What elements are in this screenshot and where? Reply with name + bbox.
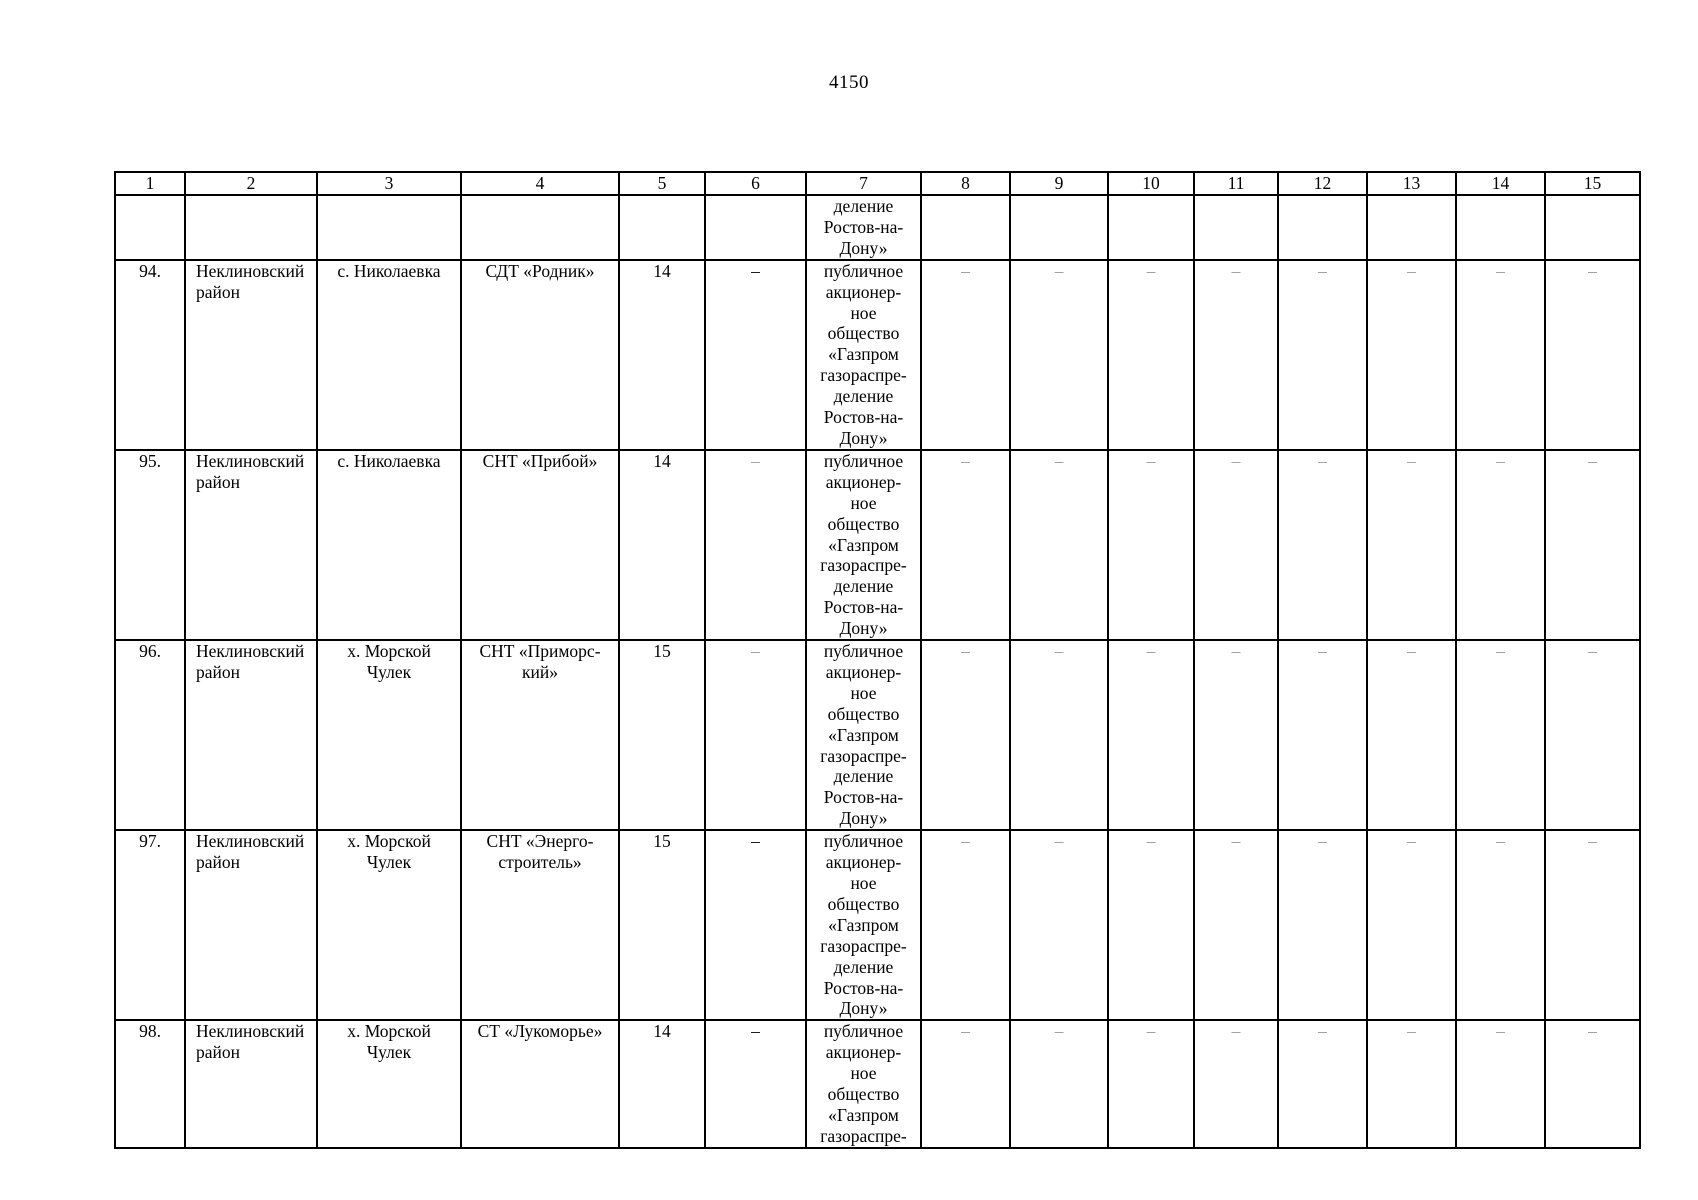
settlement-cell: х. Морской Чулек — [317, 830, 461, 1020]
dash-cell: – — [1010, 830, 1108, 1020]
dash-cell: – — [1545, 830, 1640, 1020]
table-row — [115, 260, 1640, 450]
settlement-cell: с. Николаевка — [317, 450, 461, 640]
table-cell — [1367, 195, 1456, 260]
dash-cell: – — [1456, 830, 1545, 1020]
district-cell: Неклиновский район — [185, 640, 317, 830]
col5-cell: 14 — [619, 1020, 705, 1147]
table-row — [115, 830, 1640, 1020]
col5-cell: 15 — [619, 640, 705, 830]
dash-cell: – — [1456, 1020, 1545, 1147]
header-cell: 2 — [185, 172, 317, 195]
dash-cell: – — [921, 1020, 1010, 1147]
header-cell: 1 — [115, 172, 185, 195]
dash-cell: – — [1010, 260, 1108, 450]
header-cell: 13 — [1367, 172, 1456, 195]
dash-cell: – — [1545, 1020, 1640, 1147]
header-cell: 6 — [705, 172, 806, 195]
dash-cell: – — [921, 830, 1010, 1020]
dash-cell: – — [1545, 640, 1640, 830]
dash-cell: – — [921, 450, 1010, 640]
dash-cell: – — [921, 640, 1010, 830]
table-cell — [461, 195, 619, 260]
header-cell: 4 — [461, 172, 619, 195]
header-cell: 9 — [1010, 172, 1108, 195]
dash-cell: – — [1367, 450, 1456, 640]
object-cell: СНТ «Прибой» — [461, 450, 619, 640]
table-cell — [1010, 195, 1108, 260]
data-table — [114, 171, 1641, 1149]
page-number: 4150 — [829, 72, 869, 93]
table-cell — [921, 195, 1010, 260]
table-cell — [705, 195, 806, 260]
dash-cell: – — [1456, 450, 1545, 640]
table-cell — [317, 195, 461, 260]
dash-cell: – — [1108, 640, 1194, 830]
district-cell: Неклиновский район — [185, 1020, 317, 1147]
table-cell — [1545, 195, 1640, 260]
object-cell: СНТ «Энерго- строитель» — [461, 830, 619, 1020]
operator-cell: публичное акционер- ное общество «Газпром газораспре- деление Ростов-на- Дону» — [806, 830, 921, 1020]
dash-cell: – — [1194, 450, 1278, 640]
header-cell: 11 — [1194, 172, 1278, 195]
dash-cell: – — [1108, 1020, 1194, 1147]
operator-cell: публичное акционер- ное общество «Газпром газораспре- — [806, 1020, 921, 1147]
dash-cell: – — [1010, 450, 1108, 640]
dash-cell: – — [1194, 830, 1278, 1020]
dash-cell: – — [1367, 640, 1456, 830]
settlement-cell: х. Морской Чулек — [317, 1020, 461, 1147]
col6-cell: – — [705, 830, 806, 1020]
dash-cell: – — [1456, 640, 1545, 830]
dash-cell: – — [921, 260, 1010, 450]
dash-cell: – — [1278, 830, 1367, 1020]
object-cell: СНТ «Приморс- кий» — [461, 640, 619, 830]
col6-cell: – — [705, 450, 806, 640]
col6-cell: – — [705, 260, 806, 450]
dash-cell: – — [1010, 640, 1108, 830]
header-cell: 3 — [317, 172, 461, 195]
table-cell — [1456, 195, 1545, 260]
col5-cell: 14 — [619, 450, 705, 640]
row-number-cell: 97. — [115, 830, 185, 1020]
dash-cell: – — [1278, 450, 1367, 640]
dash-cell: – — [1545, 260, 1640, 450]
header-cell: 12 — [1278, 172, 1367, 195]
row-number-cell: 98. — [115, 1020, 185, 1147]
col6-cell: – — [705, 640, 806, 830]
dash-cell: – — [1010, 1020, 1108, 1147]
dash-cell: – — [1367, 830, 1456, 1020]
header-cell: 14 — [1456, 172, 1545, 195]
row-number-cell: 94. — [115, 260, 185, 450]
dash-cell: – — [1194, 640, 1278, 830]
dash-cell: – — [1194, 1020, 1278, 1147]
table-cell — [1278, 195, 1367, 260]
row-number-cell: 95. — [115, 450, 185, 640]
dash-cell: – — [1278, 260, 1367, 450]
dash-cell: – — [1194, 260, 1278, 450]
district-cell: Неклиновский район — [185, 260, 317, 450]
object-cell: СДТ «Родник» — [461, 260, 619, 450]
district-cell: Неклиновский район — [185, 450, 317, 640]
table-row — [115, 1020, 1640, 1147]
table-cell — [115, 195, 185, 260]
operator-cell: публичное акционер- ное общество «Газпром газораспре- деление Ростов-на- Дону» — [806, 640, 921, 830]
dash-cell: – — [1108, 450, 1194, 640]
dash-cell: – — [1545, 450, 1640, 640]
operator-cell: деление Ростов-на- Дону» — [806, 195, 921, 260]
header-cell: 8 — [921, 172, 1010, 195]
table-row — [115, 450, 1640, 640]
header-row — [115, 172, 1640, 195]
dash-cell: – — [1108, 260, 1194, 450]
col5-cell: 15 — [619, 830, 705, 1020]
header-cell: 7 — [806, 172, 921, 195]
table-cell — [185, 195, 317, 260]
operator-cell: публичное акционер- ное общество «Газпром газораспре- деление Ростов-на- Дону» — [806, 260, 921, 450]
continued-row — [115, 195, 1640, 260]
header-cell: 5 — [619, 172, 705, 195]
dash-cell: – — [1367, 1020, 1456, 1147]
col5-cell: 14 — [619, 260, 705, 450]
dash-cell: – — [1108, 830, 1194, 1020]
table-cell — [619, 195, 705, 260]
settlement-cell: х. Морской Чулек — [317, 640, 461, 830]
dash-cell: – — [1278, 640, 1367, 830]
row-number-cell: 96. — [115, 640, 185, 830]
object-cell: СТ «Лукоморье» — [461, 1020, 619, 1147]
table-cell — [1108, 195, 1194, 260]
settlement-cell: с. Николаевка — [317, 260, 461, 450]
district-cell: Неклиновский район — [185, 830, 317, 1020]
table-row — [115, 640, 1640, 830]
header-cell: 10 — [1108, 172, 1194, 195]
dash-cell: – — [1367, 260, 1456, 450]
dash-cell: – — [1456, 260, 1545, 450]
col6-cell: – — [705, 1020, 806, 1147]
operator-cell: публичное акционер- ное общество «Газпром газораспре- деление Ростов-на- Дону» — [806, 450, 921, 640]
header-cell: 15 — [1545, 172, 1640, 195]
dash-cell: – — [1278, 1020, 1367, 1147]
table-cell — [1194, 195, 1278, 260]
